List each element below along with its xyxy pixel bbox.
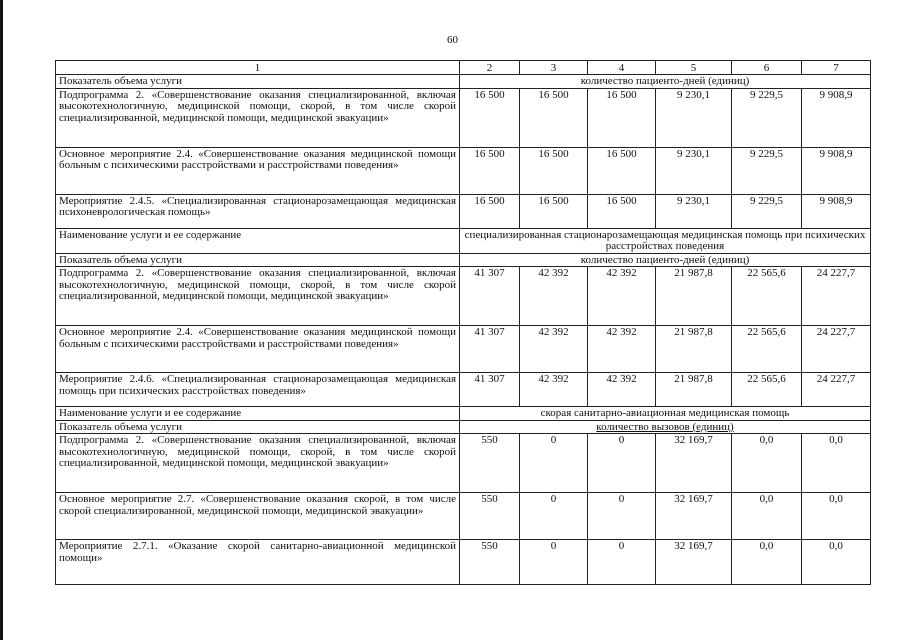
value-cell: 42 392 (520, 267, 588, 326)
value-cell: 42 392 (588, 373, 656, 407)
column-number: 3 (520, 61, 588, 75)
row-label: Показатель объема услуги (56, 420, 460, 434)
value-cell: 24 227,7 (802, 373, 871, 407)
value-cell: 16 500 (588, 88, 656, 147)
row-label: Мероприятие 2.4.6. «Специализированная стационарозамещающая медицинская помощь при психических расстройствах поведения» (56, 373, 460, 407)
data-row (56, 326, 871, 373)
section-value: скорая санитарно-авиационная медицинская помощь (460, 407, 871, 421)
value-cell: 9 229,5 (732, 88, 802, 147)
column-number: 7 (802, 61, 871, 75)
value-cell: 16 500 (520, 147, 588, 194)
value-cell: 0 (588, 540, 656, 585)
value-cell: 550 (460, 434, 520, 493)
value-cell: 42 392 (588, 267, 656, 326)
section-value: количество вызовов (единиц) (460, 420, 871, 434)
value-cell: 21 987,8 (656, 326, 732, 373)
value-cell: 41 307 (460, 373, 520, 407)
value-cell: 0,0 (802, 493, 871, 540)
section-row (56, 407, 871, 421)
value-cell: 0,0 (802, 540, 871, 585)
value-cell: 0,0 (732, 434, 802, 493)
value-cell: 0,0 (732, 540, 802, 585)
value-cell: 550 (460, 540, 520, 585)
value-cell: 24 227,7 (802, 326, 871, 373)
value-cell: 21 987,8 (656, 373, 732, 407)
value-cell: 0 (588, 493, 656, 540)
value-cell: 16 500 (588, 194, 656, 228)
value-cell: 32 169,7 (656, 493, 732, 540)
value-cell: 21 987,8 (656, 267, 732, 326)
row-label: Показатель объема услуги (56, 253, 460, 267)
value-cell: 9 230,1 (656, 88, 732, 147)
value-cell: 42 392 (588, 326, 656, 373)
column-number: 1 (56, 61, 460, 75)
row-label: Наименование услуги и ее содержание (56, 228, 460, 253)
row-label: Подпрограмма 2. «Совершенствование оказания специализированной, включая высокотехнологичную, медицинской помощи, скорой, в том числе скорой специализированной, медицинской помощи, медицинской эвакуации» (56, 88, 460, 147)
row-label: Подпрограмма 2. «Совершенствование оказания специализированной, включая высокотехнологичную, медицинской помощи, скорой, в том числе скорой специализированной, медицинской помощи, медицинской эвакуации» (56, 434, 460, 493)
value-cell: 22 565,6 (732, 326, 802, 373)
column-number: 2 (460, 61, 520, 75)
row-label: Основное мероприятие 2.4. «Совершенствование оказания медицинской помощи больным с психическими расстройствами и расстройствами поведения» (56, 147, 460, 194)
row-label: Подпрограмма 2. «Совершенствование оказания специализированной, включая высокотехнологичную, медицинской помощи, скорой, в том числе скорой специализированной, медицинской помощи, медицинской эвакуации» (56, 267, 460, 326)
value-cell: 16 500 (588, 147, 656, 194)
data-row (56, 540, 871, 585)
page-number: 60 (447, 34, 458, 46)
column-number-row (56, 61, 871, 75)
value-cell: 9 229,5 (732, 147, 802, 194)
value-cell: 16 500 (460, 194, 520, 228)
section-row (56, 420, 871, 434)
data-row (56, 267, 871, 326)
row-label: Показатель объема услуги (56, 75, 460, 89)
value-cell: 9 908,9 (802, 88, 871, 147)
value-cell: 22 565,6 (732, 373, 802, 407)
value-cell: 550 (460, 493, 520, 540)
value-cell: 42 392 (520, 373, 588, 407)
data-row (56, 194, 871, 228)
value-cell: 0 (520, 434, 588, 493)
section-value: количество пациенто-дней (единиц) (460, 253, 871, 267)
value-cell: 9 908,9 (802, 194, 871, 228)
value-cell: 0,0 (802, 434, 871, 493)
row-label: Основное мероприятие 2.7. «Совершенствование оказания скорой, в том числе скорой специализированной, медицинской помощи, медицинской эвакуации» (56, 493, 460, 540)
data-row (56, 373, 871, 407)
value-cell: 16 500 (520, 194, 588, 228)
data-row (56, 88, 871, 147)
section-row (56, 228, 871, 253)
column-number: 4 (588, 61, 656, 75)
row-label: Мероприятие 2.4.5. «Специализированная стационарозамещающая медицинская психоневрологическая помощь» (56, 194, 460, 228)
value-cell: 41 307 (460, 326, 520, 373)
indicators-table (55, 60, 871, 585)
scan-margin-bar (0, 0, 3, 640)
value-cell: 9 230,1 (656, 194, 732, 228)
value-cell: 42 392 (520, 326, 588, 373)
data-row (56, 493, 871, 540)
value-cell: 16 500 (460, 147, 520, 194)
column-number: 5 (656, 61, 732, 75)
value-cell: 22 565,6 (732, 267, 802, 326)
value-cell: 0 (520, 493, 588, 540)
value-cell: 0 (520, 540, 588, 585)
value-cell: 24 227,7 (802, 267, 871, 326)
value-cell: 32 169,7 (656, 434, 732, 493)
section-value: количество пациенто-дней (единиц) (460, 75, 871, 89)
value-cell: 32 169,7 (656, 540, 732, 585)
value-cell: 9 229,5 (732, 194, 802, 228)
column-number: 6 (732, 61, 802, 75)
section-row (56, 253, 871, 267)
row-label: Наименование услуги и ее содержание (56, 407, 460, 421)
section-value: специализированная стационарозамещающая медицинская помощь при психических расстройствах поведения (460, 228, 871, 253)
value-cell: 9 230,1 (656, 147, 732, 194)
value-cell: 9 908,9 (802, 147, 871, 194)
table-body (56, 61, 871, 585)
value-cell: 16 500 (460, 88, 520, 147)
value-cell: 16 500 (520, 88, 588, 147)
value-cell: 0,0 (732, 493, 802, 540)
row-label: Основное мероприятие 2.4. «Совершенствование оказания медицинской помощи больным с психическими расстройствами и расстройствами поведения» (56, 326, 460, 373)
value-cell: 0 (588, 434, 656, 493)
section-row (56, 75, 871, 89)
data-row (56, 434, 871, 493)
value-cell: 41 307 (460, 267, 520, 326)
data-row (56, 147, 871, 194)
row-label: Мероприятие 2.7.1. «Оказание скорой санитарно-авиационной медицинской помощи» (56, 540, 460, 585)
